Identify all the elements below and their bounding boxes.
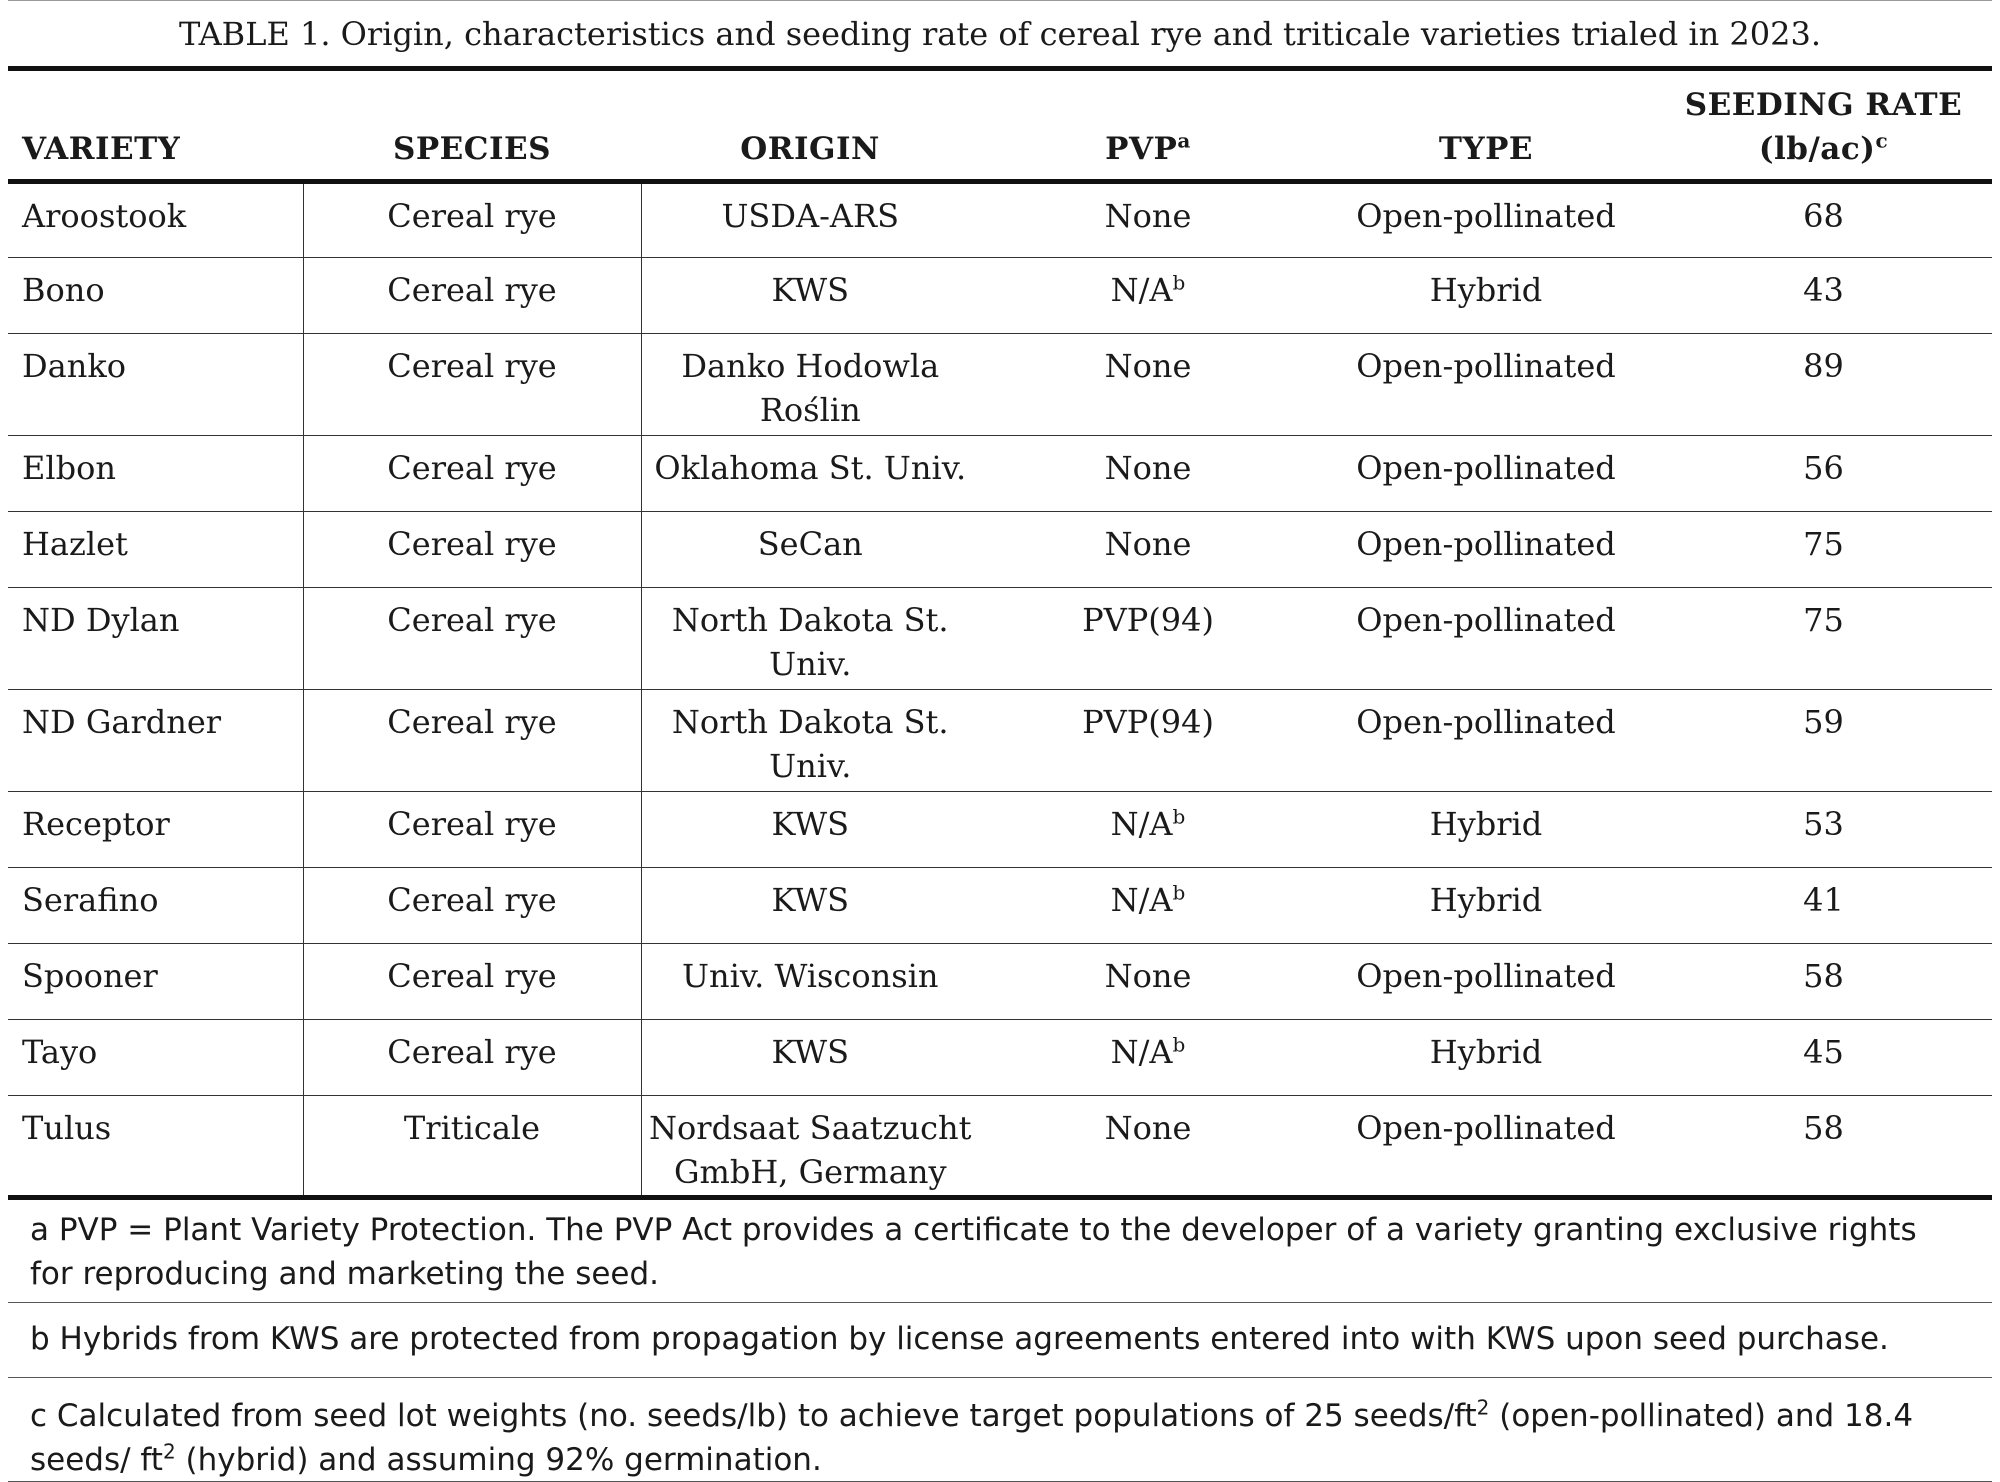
- header-species: SPECIES: [392, 131, 551, 167]
- cell-variety: [8, 258, 303, 334]
- cell-type-text: Hybrid: [1429, 1033, 1543, 1071]
- cell-variety-text: Elbon: [22, 449, 116, 487]
- varieties-table: [8, 66, 1992, 1200]
- footnote-c: [8, 1378, 1992, 1482]
- cell-variety: [8, 792, 303, 868]
- cell-species: [303, 792, 641, 868]
- cell-seeding-rate: [1655, 436, 1992, 512]
- cell-variety-text: Spooner: [22, 957, 158, 995]
- cell-pvp-text: None: [1104, 525, 1192, 563]
- footnote-c-text-3: (hybrid) and assuming 92% germination.: [175, 1442, 822, 1478]
- cell-pvp: [979, 1096, 1317, 1198]
- cell-seeding-rate: [1655, 1096, 1992, 1198]
- cell-seeding-rate-text: 58: [1803, 1109, 1844, 1147]
- cell-origin: [641, 258, 979, 334]
- cell-seeding-rate-text: 56: [1803, 449, 1844, 487]
- cell-pvp-footnote: b: [1172, 270, 1186, 295]
- cell-seeding-rate-text: 59: [1803, 703, 1844, 741]
- cell-variety: [8, 588, 303, 690]
- cell-variety-text: Receptor: [22, 805, 170, 843]
- cell-origin-text: KWS: [771, 805, 850, 843]
- table-row: [8, 1020, 1992, 1096]
- cell-pvp: [979, 588, 1317, 690]
- cell-variety-text: Bono: [22, 271, 105, 309]
- table-caption: TABLE 1. Origin, characteristics and seeding rate of cereal rye and triticale varieties trialed in 2023.: [8, 0, 1992, 66]
- cell-variety: [8, 1096, 303, 1198]
- cell-seeding-rate: [1655, 588, 1992, 690]
- footnote-a: a PVP = Plant Variety Protection. The PVP Act provides a certificate to the developer of a variety granting exclusive rights for reproducing and marketing the seed.: [8, 1200, 1992, 1303]
- cell-variety-text: Serafino: [22, 881, 159, 919]
- footnote-c-text-1: c Calculated from seed lot weights (no. seeds/lb) to achieve target populations of 25 seeds/ft: [30, 1398, 1477, 1434]
- document: [8, 0, 1992, 1482]
- header-seeding-line1: SEEDING RATE: [1684, 87, 1963, 123]
- cell-variety: [8, 690, 303, 792]
- cell-type: [1317, 1020, 1655, 1096]
- cell-origin: [641, 792, 979, 868]
- cell-type-text: Open-pollinated: [1356, 703, 1616, 741]
- cell-variety-text: Tulus: [22, 1109, 112, 1147]
- cell-origin: [641, 944, 979, 1020]
- cell-type-text: Open-pollinated: [1356, 957, 1616, 995]
- cell-type-text: Hybrid: [1429, 805, 1543, 843]
- cell-type-text: Open-pollinated: [1356, 347, 1616, 385]
- cell-species-text: Cereal rye: [387, 601, 557, 639]
- cell-pvp-text: None: [1104, 347, 1192, 385]
- cell-seeding-rate-text: 45: [1803, 1033, 1844, 1071]
- cell-pvp: [979, 182, 1317, 258]
- cell-pvp: [979, 436, 1317, 512]
- table-row: [8, 944, 1992, 1020]
- cell-origin-text: Oklahoma St. Univ.: [654, 449, 967, 487]
- cell-origin: [641, 182, 979, 258]
- cell-variety: [8, 334, 303, 436]
- cell-origin: [641, 1096, 979, 1198]
- cell-species-text: Cereal rye: [387, 703, 557, 741]
- cell-pvp: [979, 512, 1317, 588]
- cell-variety-text: Aroostook: [22, 197, 187, 235]
- header-variety: VARIETY: [22, 131, 181, 167]
- cell-type: [1317, 690, 1655, 792]
- cell-origin-text: USDA-ARS: [721, 197, 900, 235]
- cell-type: [1317, 334, 1655, 436]
- cell-type-text: Open-pollinated: [1356, 525, 1616, 563]
- cell-seeding-rate-text: 58: [1803, 957, 1844, 995]
- cell-variety: [8, 512, 303, 588]
- cell-type-text: Hybrid: [1429, 271, 1543, 309]
- cell-pvp-text: N/A: [1110, 805, 1173, 843]
- header-pvp-label: PVP: [1105, 131, 1178, 167]
- cell-seeding-rate: [1655, 944, 1992, 1020]
- footnotes: [8, 1200, 1992, 1482]
- cell-pvp-text: PVP(94): [1082, 703, 1214, 741]
- header-pvp: [979, 69, 1317, 182]
- table-body: [8, 182, 1992, 1198]
- cell-variety-text: Tayo: [22, 1033, 98, 1071]
- cell-pvp-text: N/A: [1110, 881, 1173, 919]
- cell-species: [303, 690, 641, 792]
- header-row: [8, 69, 1992, 182]
- cell-species-text: Cereal rye: [387, 805, 557, 843]
- cell-species: [303, 334, 641, 436]
- table-row: [8, 512, 1992, 588]
- cell-seeding-rate-text: 75: [1803, 601, 1844, 639]
- cell-variety-text: Hazlet: [22, 525, 128, 563]
- cell-origin: [641, 334, 979, 436]
- cell-pvp-text: None: [1104, 1109, 1192, 1147]
- footnote-c-sup-1: 2: [1476, 1395, 1490, 1420]
- cell-seeding-rate-text: 41: [1803, 881, 1844, 919]
- header-seeding-line2: (lb/ac): [1758, 131, 1876, 167]
- table-row: [8, 334, 1992, 436]
- cell-origin: [641, 868, 979, 944]
- cell-origin: [641, 690, 979, 792]
- cell-type: [1317, 792, 1655, 868]
- cell-origin-text: SeCan: [757, 525, 863, 563]
- cell-type-text: Open-pollinated: [1356, 197, 1616, 235]
- cell-species: [303, 588, 641, 690]
- header-seeding-footnote: c: [1875, 128, 1889, 153]
- header-type: TYPE: [1438, 131, 1534, 167]
- cell-origin-text: North Dakota St. Univ.: [671, 703, 949, 785]
- cell-species-text: Cereal rye: [387, 1033, 557, 1071]
- cell-pvp: [979, 258, 1317, 334]
- cell-pvp-text: None: [1104, 957, 1192, 995]
- cell-pvp: [979, 334, 1317, 436]
- cell-seeding-rate: [1655, 512, 1992, 588]
- cell-type: [1317, 512, 1655, 588]
- footnote-c-text-2: (open-pollinated) and 18.4 seeds/ ft: [30, 1398, 1914, 1478]
- cell-origin-text: KWS: [771, 881, 850, 919]
- cell-species-text: Triticale: [403, 1109, 541, 1147]
- cell-seeding-rate: [1655, 868, 1992, 944]
- cell-seeding-rate: [1655, 1020, 1992, 1096]
- cell-species-text: Cereal rye: [387, 449, 557, 487]
- cell-species-text: Cereal rye: [387, 271, 557, 309]
- table-row: [8, 258, 1992, 334]
- cell-origin-text: KWS: [771, 1033, 850, 1071]
- cell-type-text: Open-pollinated: [1356, 601, 1616, 639]
- table-row: [8, 690, 1992, 792]
- cell-pvp-footnote: b: [1172, 804, 1186, 829]
- footnote-c-sup-2: 2: [162, 1439, 176, 1464]
- cell-type-text: Hybrid: [1429, 881, 1543, 919]
- cell-pvp-text: None: [1104, 449, 1192, 487]
- cell-origin-text: Danko Hodowla Roślin: [681, 347, 940, 429]
- cell-seeding-rate-text: 43: [1803, 271, 1844, 309]
- cell-type: [1317, 182, 1655, 258]
- cell-pvp-footnote: b: [1172, 1032, 1186, 1057]
- cell-species: [303, 258, 641, 334]
- cell-seeding-rate-text: 75: [1803, 525, 1844, 563]
- cell-seeding-rate: [1655, 690, 1992, 792]
- cell-origin: [641, 512, 979, 588]
- cell-seeding-rate-text: 89: [1803, 347, 1844, 385]
- cell-type: [1317, 588, 1655, 690]
- cell-type: [1317, 1096, 1655, 1198]
- cell-type-text: Open-pollinated: [1356, 1109, 1616, 1147]
- header-origin: ORIGIN: [740, 131, 880, 167]
- cell-seeding-rate-text: 68: [1803, 197, 1844, 235]
- header-pvp-footnote: a: [1177, 128, 1191, 153]
- cell-pvp: [979, 1020, 1317, 1096]
- cell-origin-text: Nordsaat Saatzucht GmbH, Germany: [649, 1109, 972, 1191]
- cell-seeding-rate: [1655, 258, 1992, 334]
- cell-seeding-rate: [1655, 792, 1992, 868]
- cell-species-text: Cereal rye: [387, 881, 557, 919]
- cell-variety: [8, 436, 303, 512]
- cell-species: [303, 944, 641, 1020]
- cell-pvp-text: None: [1104, 197, 1192, 235]
- cell-pvp-footnote: b: [1172, 880, 1186, 905]
- cell-species: [303, 1020, 641, 1096]
- table-row: [8, 792, 1992, 868]
- cell-pvp-text: PVP(94): [1082, 601, 1214, 639]
- footnote-b: b Hybrids from KWS are protected from propagation by license agreements entered into with KWS upon seed purchase.: [8, 1303, 1992, 1378]
- cell-type: [1317, 436, 1655, 512]
- cell-origin: [641, 436, 979, 512]
- cell-species-text: Cereal rye: [387, 197, 557, 235]
- cell-variety-text: ND Dylan: [22, 601, 180, 639]
- cell-pvp: [979, 944, 1317, 1020]
- cell-type-text: Open-pollinated: [1356, 449, 1616, 487]
- cell-species-text: Cereal rye: [387, 347, 557, 385]
- cell-origin-text: KWS: [771, 271, 850, 309]
- table-row: [8, 1096, 1992, 1198]
- table-row: [8, 436, 1992, 512]
- cell-origin: [641, 588, 979, 690]
- cell-variety: [8, 868, 303, 944]
- table-row: [8, 868, 1992, 944]
- cell-species: [303, 436, 641, 512]
- cell-seeding-rate: [1655, 182, 1992, 258]
- cell-variety: [8, 182, 303, 258]
- cell-pvp: [979, 868, 1317, 944]
- cell-seeding-rate-text: 53: [1803, 805, 1844, 843]
- table-row: [8, 182, 1992, 258]
- cell-pvp: [979, 690, 1317, 792]
- cell-pvp-text: N/A: [1110, 1033, 1173, 1071]
- table-row: [8, 588, 1992, 690]
- cell-species-text: Cereal rye: [387, 957, 557, 995]
- cell-variety-text: ND Gardner: [22, 703, 222, 741]
- cell-species: [303, 868, 641, 944]
- cell-species: [303, 1096, 641, 1198]
- cell-type: [1317, 868, 1655, 944]
- cell-type: [1317, 258, 1655, 334]
- cell-variety: [8, 1020, 303, 1096]
- cell-species-text: Cereal rye: [387, 525, 557, 563]
- cell-variety: [8, 944, 303, 1020]
- cell-type: [1317, 944, 1655, 1020]
- cell-origin-text: Univ. Wisconsin: [682, 957, 939, 995]
- cell-variety-text: Danko: [22, 347, 126, 385]
- cell-species: [303, 182, 641, 258]
- cell-pvp: [979, 792, 1317, 868]
- cell-origin: [641, 1020, 979, 1096]
- cell-seeding-rate: [1655, 334, 1992, 436]
- header-seeding-rate: [1655, 69, 1992, 182]
- cell-origin-text: North Dakota St. Univ.: [671, 601, 949, 683]
- cell-species: [303, 512, 641, 588]
- cell-pvp-text: N/A: [1110, 271, 1173, 309]
